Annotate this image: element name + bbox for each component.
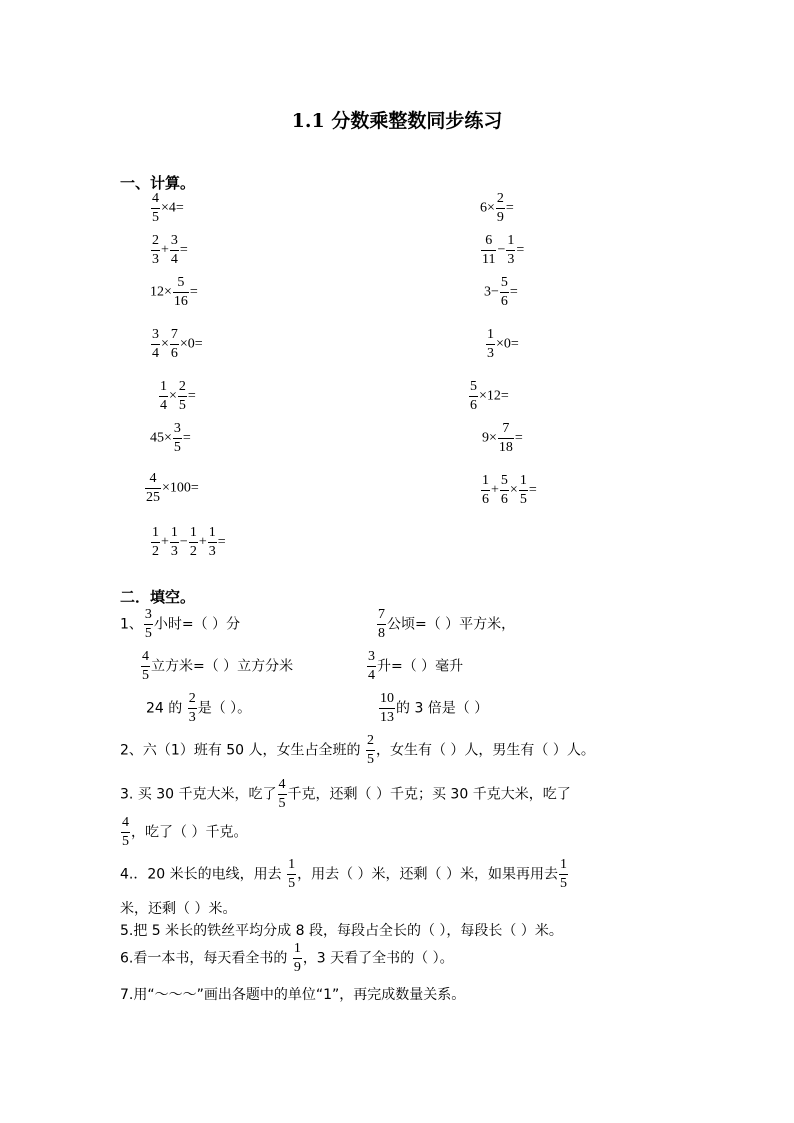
question-7: 7.用“～～～”画出各题中的单位“1”，再完成数量关系。 (120, 987, 466, 1003)
question-5: 5.把 5 米长的铁丝平均分成 8 段，每段占全长的（ ），每段长（ ）米。 (120, 923, 563, 939)
page-title: 1.1 分数乘整数同步练习 (291, 110, 503, 132)
question-3: 3. 买 30 千克大米，吃了 $\frac{4}{5}$ 千克，还剩（ ）千克；买 30 千克大米，吃了 (120, 777, 571, 811)
q1-part-b: $\frac{7}{8}$ 公顷=（ ）平方米， (378, 607, 516, 641)
question-4: 4.．20 米长的电线，用去 $\frac{1}{5}$ ，用去（ ）米，还剩（ ）米，如果再用去 $\frac{1}{5}$ (120, 857, 567, 891)
problem-10: $\frac{5}{6}$ ×12= (470, 379, 509, 413)
fraction: $\frac{4}{5}$ (152, 191, 159, 225)
problem-7: $\frac{3}{4}$ × $\frac{7}{6}$ ×0= (152, 327, 203, 361)
section-one-heading: 一、计算。 (120, 174, 196, 192)
problem-9: $\frac{1}{4}$ × $\frac{2}{5}$ = (160, 379, 196, 413)
problem-2: 6× $\frac{2}{9}$ = (480, 191, 514, 225)
problem-3: $\frac{2}{3}$ + $\frac{3}{4}$ = (152, 233, 188, 267)
problem-4: $\frac{6}{11}$ − $\frac{1}{3}$ = (482, 233, 525, 267)
q1-part-f: $\frac{10}{13}$ 的 3 倍是（ ） (380, 691, 489, 725)
problem-15: $\frac{1}{2}$ + $\frac{1}{3}$ − $\frac{1}{2}$ + $\frac{1}{3}$ = (152, 525, 226, 559)
fraction: $\frac{2}{9}$ (496, 191, 504, 225)
problem-14: $\frac{1}{6}$ + $\frac{5}{6}$ × $\frac{1}{5}$ = (482, 473, 537, 507)
q1-part-a: 1、 $\frac{3}{5}$ 小时=（ ）分 (120, 607, 241, 641)
problem-8: $\frac{1}{3}$ ×0= (487, 327, 519, 361)
problem-12: 9× $\frac{7}{18}$ = (482, 421, 523, 455)
problem-5: 12× $\frac{5}{16}$ = (150, 275, 198, 309)
question-2: 2、六（1）班有 50 人，女生占全班的 $\frac{2}{5}$ ，女生有（ ）人，男生有（ ）人。 (120, 733, 595, 767)
question-4-line-2: 米，还剩（ ）米。 (120, 901, 237, 917)
question-6: 6.看一本书，每天看全书的 $\frac{1}{9}$ ，3 天看了全书的（ ）。 (120, 941, 454, 975)
q1-part-d: $\frac{3}{4}$ 升=（ ）毫升 (368, 649, 464, 683)
problem-6: 3− $\frac{5}{6}$ = (484, 275, 518, 309)
section-two-heading: 二．填空。 (120, 588, 196, 606)
q1-part-c: $\frac{4}{5}$ 立方米=（ ）立方分米 (142, 649, 294, 683)
problem-1: $\frac{4}{5}$ ×4= (152, 191, 184, 225)
question-3-line-2: $\frac{4}{5}$ ，吃了（ ）千克。 (122, 815, 248, 849)
q1-part-e: 24 的 $\frac{2}{3}$ 是（ ）。 (146, 691, 252, 725)
problem-11: 45× $\frac{3}{5}$ = (150, 421, 191, 455)
problem-13: $\frac{4}{25}$ ×100= (146, 471, 199, 505)
